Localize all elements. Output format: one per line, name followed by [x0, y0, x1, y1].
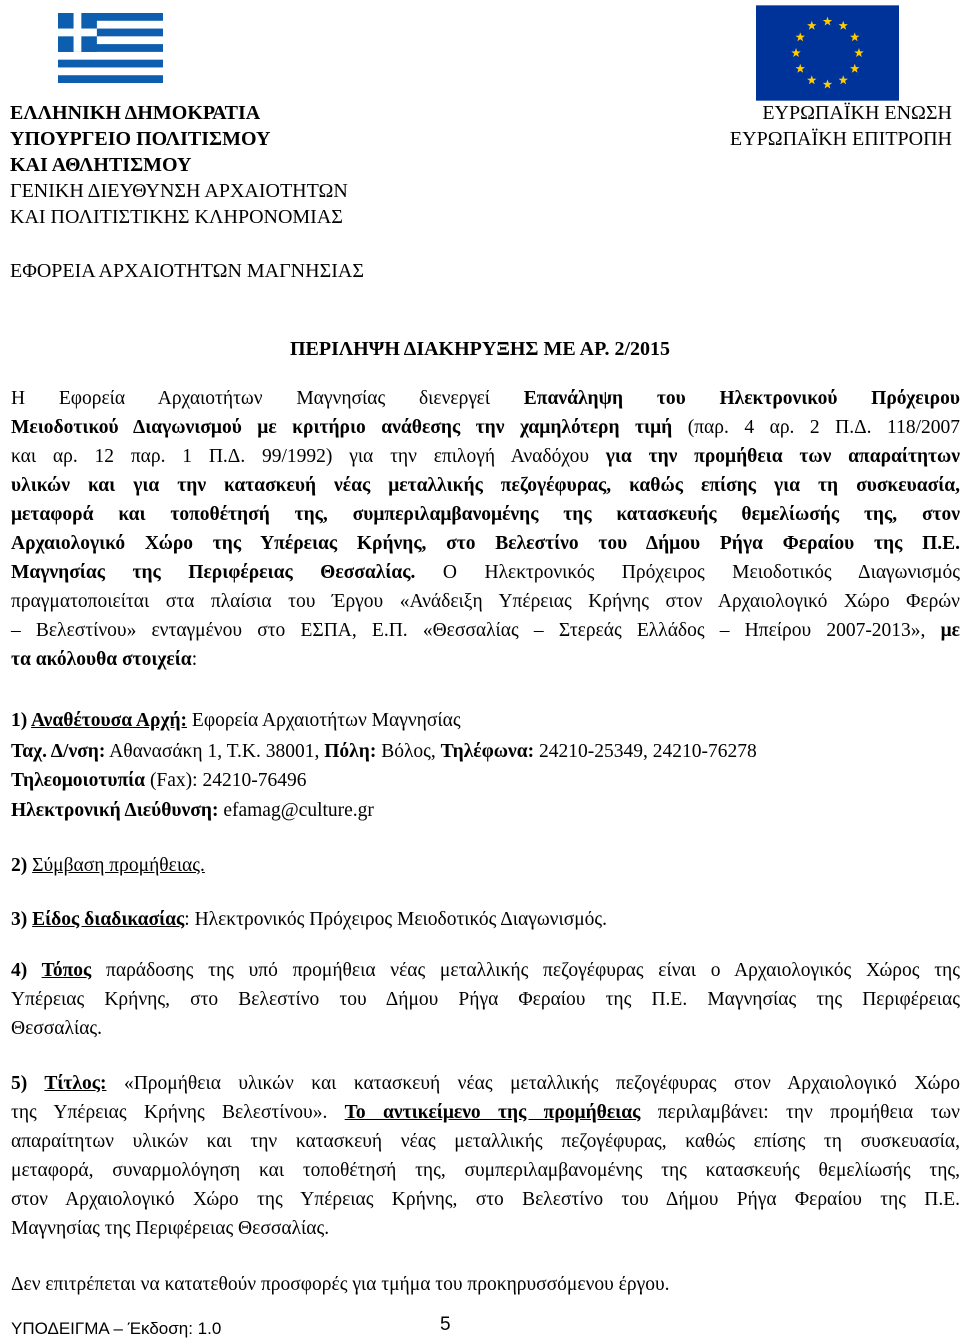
- header-line: ΥΠΟΥΡΓΕΙΟ ΠΟΛΙΤΙΣΜΟΥ: [10, 128, 271, 150]
- text-span: Σύμβαση προμήθειας.: [32, 855, 205, 876]
- bold-label: Τόπος: [41, 960, 92, 981]
- header-line: ΕΛΛΗΝΙΚΗ ΔΗΜΟΚΡΑΤΙΑ: [10, 102, 261, 124]
- intro-line: [11, 558, 960, 587]
- item-number: 2): [11, 855, 33, 876]
- document-title: ΠΕΡΙΛΗΨΗ ΔΙΑΚΗΡΥΞΗΣ ΜΕ ΑΡ. 2/2015: [289, 338, 671, 360]
- bold-label: Αναθέτουσα Αρχή:: [31, 710, 188, 731]
- text-span: Η Εφορεία Αρχαιοτήτων Μαγνησίας διενεργεί: [11, 388, 524, 409]
- title-item-line: μεταφορά, συναρμολόγηση και τοποθέτησή της, συμπεριλαμβανομένης της κατασκευής θεμελίωσής της,: [11, 1160, 960, 1181]
- text-span: Ο Ηλεκτρονικός Πρόχειρος Μειοδοτικός Διαγωνισμός: [415, 562, 960, 583]
- contract-type: [11, 851, 960, 880]
- delivery-place-line: Θεσσαλίας.: [11, 1018, 103, 1039]
- bold-label: Το αντικείμενο της προμήθειας: [344, 1102, 641, 1123]
- text-span: (παρ. 4 αρ. 2 Π.Δ. 118/2007: [672, 417, 960, 438]
- item-number: 3): [11, 909, 33, 930]
- header-line: ΕΥΡΩΠΑΪΚΗ ΕΠΙΤΡΟΠΗ: [729, 128, 952, 150]
- text-span: της Υπέρειας Κρήνης Βελεστίνου».: [11, 1102, 345, 1123]
- text-span: Εφορεία Αρχαιοτήτων Μαγνησίας: [187, 710, 461, 731]
- bold-label: Είδος διαδικασίας: [32, 909, 185, 930]
- item-number: 4): [11, 960, 42, 981]
- intro-line: [11, 384, 960, 413]
- intro-line: [11, 645, 960, 674]
- delivery-place-line: Υπέρειας Κρήνης, στο Βελεστίνο του Δήμου Ρήγα Φεραίου της Π.Ε. Μαγνησίας της Περιφέρειας: [11, 989, 960, 1010]
- partial-offers-note: Δεν επιτρέπεται να κατατεθούν προσφορές για τμήμα του προκηρυσσόμενου έργου.: [11, 1274, 670, 1295]
- address-line: [11, 737, 960, 766]
- text-span: «Προμήθεια υλικών και κατασκευή νέας μεταλλικής πεζογέφυρας στον Αρχαιολογικό Χώρο: [106, 1073, 960, 1094]
- text-span: : Ηλεκτρονικός Πρόχειρος Μειοδοτικός Διαγωνισμός.: [184, 909, 608, 930]
- ministry-header: [10, 100, 348, 230]
- email-line: [11, 796, 960, 825]
- bold-label: Τηλεομοιοτυπία: [11, 770, 146, 791]
- bold-span: Επανάληψη του Ηλεκτρονικού Πρόχειρου: [523, 388, 960, 409]
- text-span: 24210-25349, 24210-76278: [534, 741, 757, 762]
- page-number: 5: [440, 1314, 451, 1335]
- title-item-line: απαραίτητων υλικών και την κατασκευή νέας μεταλλικής πεζογέφυρας, καθώς επίσης τη συσκευασία,: [11, 1131, 960, 1152]
- text-span: και αρ. 12 παρ. 1 Π.Δ. 99/1992) για την επιλογή Αναδόχου: [11, 446, 606, 467]
- text-span: efamag@culture.gr: [218, 800, 374, 821]
- header-line: ΕΥΡΩΠΑΪΚΗ ΕΝΩΣΗ: [762, 102, 952, 124]
- procedure-type: [11, 905, 960, 934]
- intro-line: [11, 413, 960, 442]
- title-item-line: στον Αρχαιολογικό Χώρο της Υπέρειας Κρήνης, στο Βελεστίνο του Δήμου Ρήγα Φεραίου της Π.Ε.: [11, 1189, 960, 1210]
- intro-line: [11, 616, 960, 645]
- greek-flag-icon: [58, 13, 163, 83]
- bold-span: Μειοδοτικού Διαγωνισμού με κριτήριο ανάθεσης την χαμηλότερη τιμή: [11, 417, 673, 438]
- title-item: [11, 1069, 960, 1098]
- intro-line: Αρχαιολογικό Χώρο της Υπέρειας Κρήνης, στο Βελεστίνο του Δήμου Ρήγα Φεραίου της Π.Ε.: [11, 533, 960, 554]
- bold-span: για την προμήθεια των απαραίτητων: [605, 446, 960, 467]
- eu-flag-icon: [756, 5, 899, 101]
- ephorate-name: ΕΦΟΡΕΙΑ ΑΡΧΑΙΟΤΗΤΩΝ ΜΑΓΝΗΣΙΑΣ: [10, 260, 364, 282]
- bold-label: Ηλεκτρονική Διεύθυνση:: [11, 800, 219, 821]
- fax-line: [11, 766, 960, 795]
- bold-label: Πόλη:: [324, 741, 377, 762]
- footer-template: ΥΠΟΔΕΙΓΜΑ – Έκδοση: 1.0: [11, 1319, 222, 1338]
- item-number: 1): [11, 710, 32, 731]
- bold-label: Τηλέφωνα:: [440, 741, 535, 762]
- delivery-place: [11, 956, 960, 985]
- bold-span: Μαγνησίας της Περιφέρειας Θεσσαλίας.: [11, 562, 416, 583]
- text-span: Αθανασάκη 1, Τ.Κ. 38001,: [105, 741, 325, 762]
- intro-line: υλικών και για την κατασκευή νέας μεταλλικής πεζογέφυρας, καθώς επίσης για τη συσκευασία,: [11, 475, 960, 496]
- text-span: – Βελεστίνου» ενταγμένου στο ΕΣΠΑ, Ε.Π. «Θεσσαλίας – Στερεάς Ελλάδος – Ηπείρου 2007-2013»,: [11, 620, 926, 641]
- intro-line: πραγματοποιείται στα πλαίσια του Έργου «Ανάδειξη Υπέρειας Κρήνης στον Αρχαιολογικό Χώρο Φερών: [11, 591, 960, 612]
- text-span: παράδοσης της υπό προμήθεια νέας μεταλλικής πεζογέφυρας είναι ο Αρχαιολογικός Χώρος της: [91, 960, 960, 981]
- bold-span: τα ακόλουθα στοιχεία: [11, 649, 192, 670]
- title-item-line: [11, 1098, 960, 1127]
- intro-line: μεταφορά και τοποθέτησή της, συμπεριλαμβανομένης της κατασκευής θεμελίωσής της, στον: [11, 504, 960, 525]
- item-number: 5): [11, 1073, 45, 1094]
- intro-line: [11, 442, 960, 471]
- text-span: :: [191, 649, 198, 670]
- header-line: ΚΑΙ ΠΟΛΙΤΙΣΤΙΚΗΣ ΚΛΗΡΟΝΟΜΙΑΣ: [10, 206, 343, 228]
- header-line: ΓΕΝΙΚΗ ΔΙΕΥΘΥΝΣΗ ΑΡΧΑΙΟΤΗΤΩΝ: [10, 180, 348, 202]
- eu-header: [730, 100, 952, 152]
- text-span: Βόλος,: [376, 741, 441, 762]
- bold-span: με: [925, 620, 960, 641]
- text-span: περιλαμβάνει: την προμήθεια των: [640, 1102, 960, 1123]
- contracting-authority: [11, 706, 960, 735]
- text-span: (Fax): 24210-76496: [145, 770, 307, 791]
- header-line: ΚΑΙ ΑΘΛΗΤΙΣΜΟΥ: [10, 154, 192, 176]
- bold-label: Ταχ. Δ/νση:: [11, 741, 106, 762]
- bold-label: Τίτλος:: [44, 1073, 107, 1094]
- title-item-line: Μαγνησίας της Περιφέρειας Θεσσαλίας.: [11, 1218, 330, 1239]
